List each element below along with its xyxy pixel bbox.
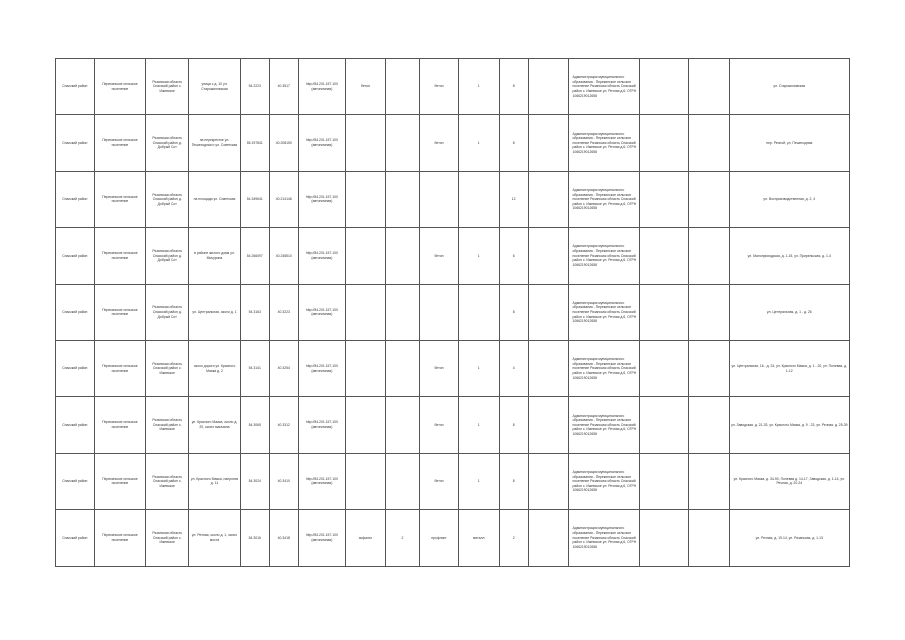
- table-cell: [640, 284, 688, 340]
- table-cell: [640, 228, 688, 284]
- table-cell: Рязанская область Спасский район д. Добрый Сот: [146, 284, 189, 340]
- table-cell: [640, 115, 688, 171]
- table-cell: [640, 340, 688, 396]
- table-cell: [385, 115, 419, 171]
- table-cell: бетон: [420, 228, 459, 284]
- table-cell: [385, 59, 419, 115]
- table-cell: Перекинское сельское поселение: [94, 510, 146, 566]
- table-cell: Перекинское сельское поселение: [94, 340, 146, 396]
- table-cell: [688, 228, 729, 284]
- waste-sites-table: [55, 58, 850, 567]
- table-cell: [688, 340, 729, 396]
- table-cell: [528, 171, 569, 227]
- table-cell: металл: [458, 510, 499, 566]
- table-cell: 40.208150: [269, 115, 298, 171]
- table-cell: http://84.201.157.100 (автономная): [298, 115, 345, 171]
- table-cell: 8: [499, 453, 528, 509]
- table-cell: 1: [458, 115, 499, 171]
- table-cell: [420, 171, 459, 227]
- table-cell: пер. Речной, ул. Пешеходная: [729, 115, 849, 171]
- table-cell: [385, 284, 419, 340]
- table-cell: http://84.201.157.100 (автономная): [298, 453, 345, 509]
- table-cell: Администрация муниципального образования - Перекинское сельское поселение Рязанская область Спасский район с. Ижевское ул. Речная д.6, ОГРН 1066219012658: [569, 510, 640, 566]
- table-cell: [346, 453, 386, 509]
- table-cell: ул. Малоприходская, д. 1-15, ул. Прирельская, д. 1-4: [729, 228, 849, 284]
- table-cell: 40.248510: [269, 228, 298, 284]
- table-cell: 4: [499, 340, 528, 396]
- table-cell: 55.197841: [240, 115, 269, 171]
- table-cell: [528, 115, 569, 171]
- table-cell: [458, 284, 499, 340]
- table-cell: http://84.201.157.100 (автономная): [298, 340, 345, 396]
- table-cell: Спасский район: [56, 340, 95, 396]
- table-cell: 40.3254: [269, 340, 298, 396]
- table-cell: 8: [499, 59, 528, 115]
- table-cell: [688, 397, 729, 453]
- table-cell: 1: [458, 228, 499, 284]
- table-cell: [346, 284, 386, 340]
- table-cell: [346, 340, 386, 396]
- table-cell: 40.3312: [269, 397, 298, 453]
- table-cell: Администрация муниципального образования - Перекинское сельское поселение Рязанская область Спасский район с. Ижевское ул. Речная д.6, ОГРН 1066219012658: [569, 171, 640, 227]
- table-cell: [385, 397, 419, 453]
- table-cell: [688, 284, 729, 340]
- table-row: [56, 115, 850, 171]
- table-cell: [385, 171, 419, 227]
- table-cell: Спасский район: [56, 228, 95, 284]
- table-cell: профлист: [420, 510, 459, 566]
- table-cell: Спасский район: [56, 397, 95, 453]
- table-cell: 40.3223: [269, 284, 298, 340]
- table-cell: [528, 228, 569, 284]
- table-cell: Администрация муниципального образования - Перекинское сельское поселение Рязанская область Спасский район с. Ижевское ул. Речная д.6, ОГРН 1066219012658: [569, 228, 640, 284]
- table-cell: ул. Центральная, 16 - д. 24, ул. Красного Маяка, д. 1 - 20, ул. Полевая, д. 1-12: [729, 340, 849, 396]
- table-cell: 54.2223: [240, 59, 269, 115]
- table-cell: Рязанская область Спасский район д. Добрый Сот: [146, 171, 189, 227]
- table-cell: ул. Красного Маяка, напротив д. 11: [189, 453, 241, 509]
- table-cell: [528, 510, 569, 566]
- table-cell: [385, 228, 419, 284]
- table-cell: Администрация муниципального образования - Перекинское сельское поселение Рязанская область Спасский район с. Ижевское ул. Речная д.6, ОГРН 1066219012658: [569, 115, 640, 171]
- table-cell: ул. Речная, около д. 1, около моста: [189, 510, 241, 566]
- table-cell: [346, 397, 386, 453]
- table-cell: 2: [385, 510, 419, 566]
- table-cell: 6: [499, 228, 528, 284]
- table-cell: бетон: [420, 340, 459, 396]
- table-cell: Перекинское сельское поселение: [94, 171, 146, 227]
- table-cell: [346, 115, 386, 171]
- table-cell: 40.214146: [269, 171, 298, 227]
- table-cell: Спасский район: [56, 171, 95, 227]
- table-cell: бетон: [420, 115, 459, 171]
- table-cell: Рязанская область Спасский район с. Ижевское: [146, 59, 189, 115]
- table-cell: 54.3024: [240, 453, 269, 509]
- table-cell: ул. Старожиловская: [729, 59, 849, 115]
- table-cell: 12: [499, 171, 528, 227]
- table-cell: http://84.201.157.100 (автономная): [298, 397, 345, 453]
- table-cell: 1: [458, 397, 499, 453]
- table-cell: Администрация муниципального образования - Перекинское сельское поселение Рязанская область Спасский район с. Ижевское ул. Речная д.6, ОГРН 1066219012658: [569, 284, 640, 340]
- table-cell: бетон: [420, 59, 459, 115]
- table-cell: http://84.201.157.100 (автономная): [298, 510, 345, 566]
- table-cell: [640, 171, 688, 227]
- table-cell: [688, 59, 729, 115]
- table-cell: 1: [458, 340, 499, 396]
- table-cell: ул. Центральная, д. 1 - д. 26: [729, 284, 849, 340]
- table-cell: [688, 453, 729, 509]
- table-cell: ул. Заводская, д. 21-33, ул. Красного Маяка, д. 9 - 23, ул. Речная, д. 25-39: [729, 397, 849, 453]
- table-cell: асфальт: [346, 510, 386, 566]
- table-cell: Администрация муниципального образования - Перекинское сельское поселение Рязанская область Спасский район с. Ижевское ул. Речная д.6, ОГРН 1066219012658: [569, 59, 640, 115]
- table-cell: [385, 340, 419, 396]
- table-row: [56, 228, 850, 284]
- table-row: [56, 171, 850, 227]
- table-cell: [385, 453, 419, 509]
- table-cell: [640, 453, 688, 509]
- table-row: [56, 340, 850, 396]
- table-row: [56, 510, 850, 566]
- table-cell: 40.3517: [269, 59, 298, 115]
- table-cell: [458, 171, 499, 227]
- table-cell: бетон: [420, 453, 459, 509]
- table-cell: http://84.201.157.100 (автономная): [298, 171, 345, 227]
- table-cell: Спасский район: [56, 284, 95, 340]
- table-cell: [640, 59, 688, 115]
- table-cell: [528, 59, 569, 115]
- table-cell: http://84.201.157.100 (автономная): [298, 228, 345, 284]
- table-cell: 8: [499, 115, 528, 171]
- table-cell: [528, 340, 569, 396]
- table-cell: ул. Центральная, около д. 1: [189, 284, 241, 340]
- table-cell: 54.3065: [240, 397, 269, 453]
- table-cell: Администрация муниципального образования - Перекинское сельское поселение Рязанская область Спасский район с. Ижевское ул. Речная д.6, ОГРН 1066219012658: [569, 340, 640, 396]
- table-cell: 54.3141: [240, 340, 269, 396]
- table-cell: Перекинское сельское поселение: [94, 59, 146, 115]
- table-cell: около дороги ул. Красного Маяка д. 2: [189, 340, 241, 396]
- table-cell: 40.3410: [269, 453, 298, 509]
- table-cell: Рязанская область Спасский район д. Добрый Сот: [146, 115, 189, 171]
- table-cell: 40.3418: [269, 510, 298, 566]
- table-cell: 1: [458, 59, 499, 115]
- table-cell: [688, 115, 729, 171]
- table-cell: бетон: [420, 397, 459, 453]
- table-cell: http://84.201.157.100 (автономная): [298, 284, 345, 340]
- table-row: [56, 397, 850, 453]
- table-cell: Спасский район: [56, 453, 95, 509]
- table-cell: [688, 171, 729, 227]
- table-cell: http://84.201.157.100 (автономная): [298, 59, 345, 115]
- table-cell: Перекинское сельское поселение: [94, 115, 146, 171]
- table-cell: [640, 510, 688, 566]
- table-cell: ул. Воспроизводственная, д. 2, 4: [729, 171, 849, 227]
- table-cell: бетон: [346, 59, 386, 115]
- table-cell: 1: [458, 453, 499, 509]
- table-cell: Перекинское сельское поселение: [94, 284, 146, 340]
- table-cell: Перекинское сельское поселение: [94, 228, 146, 284]
- table-cell: Рязанская область Спасский район с. Ижевское: [146, 340, 189, 396]
- table-cell: Рязанская область Спасский район с. Ижевское: [146, 510, 189, 566]
- table-cell: [688, 510, 729, 566]
- table-row: [56, 453, 850, 509]
- table-cell: 54.349641: [240, 171, 269, 227]
- table-cell: Спасский район: [56, 510, 95, 566]
- table-cell: [528, 284, 569, 340]
- table-cell: [346, 228, 386, 284]
- table-cell: на площади ул. Советская: [189, 171, 241, 227]
- table-cell: 8: [499, 284, 528, 340]
- table-cell: Спасский район: [56, 59, 95, 115]
- table-cell: 8: [499, 397, 528, 453]
- table-cell: Администрация муниципального образования - Перекинское сельское поселение Рязанская область Спасский район с. Ижевское ул. Речная д.6, ОГРН 1066219012658: [569, 453, 640, 509]
- table-cell: [528, 453, 569, 509]
- table-cell: улица с д. 10 ул. Старожиловская: [189, 59, 241, 115]
- table-cell: в районе жилого дома ул. Мичурина: [189, 228, 241, 284]
- table-cell: 54.3016: [240, 510, 269, 566]
- table-cell: [528, 397, 569, 453]
- table-cell: на перекрестке ул. Пешеходная и ул. Советская: [189, 115, 241, 171]
- table-cell: Перекинское сельское поселение: [94, 453, 146, 509]
- table-row: [56, 284, 850, 340]
- table-row: [56, 59, 850, 115]
- table-cell: Администрация муниципального образования - Перекинское сельское поселение Рязанская область Спасский район с. Ижевское ул. Речная д.6, ОГРН 1066219012658: [569, 397, 640, 453]
- table-cell: ул. Речная, д. 19-14, ул. Рязанская, д. 1-13: [729, 510, 849, 566]
- table-cell: [640, 397, 688, 453]
- table-cell: [420, 284, 459, 340]
- table-cell: Перекинское сельское поселение: [94, 397, 146, 453]
- table-cell: 54.3163: [240, 284, 269, 340]
- table-cell: 54.266097: [240, 228, 269, 284]
- table-cell: [346, 171, 386, 227]
- table-cell: Рязанская область Спасский район с. Ижевское: [146, 453, 189, 509]
- table-cell: Рязанская область Спасский район д. Добрый Сот: [146, 228, 189, 284]
- table-cell: ул. Красного Маяка, д. 34-90, Полевая д. 14-17, Заводская, д. 1-14, ул. Речная, д. 20-24: [729, 453, 849, 509]
- table-cell: ул. Красного Маяка, около д. 20, около магазина: [189, 397, 241, 453]
- table-cell: 2: [499, 510, 528, 566]
- table-cell: Спасский район: [56, 115, 95, 171]
- table-cell: Рязанская область Спасский район с. Ижевское: [146, 397, 189, 453]
